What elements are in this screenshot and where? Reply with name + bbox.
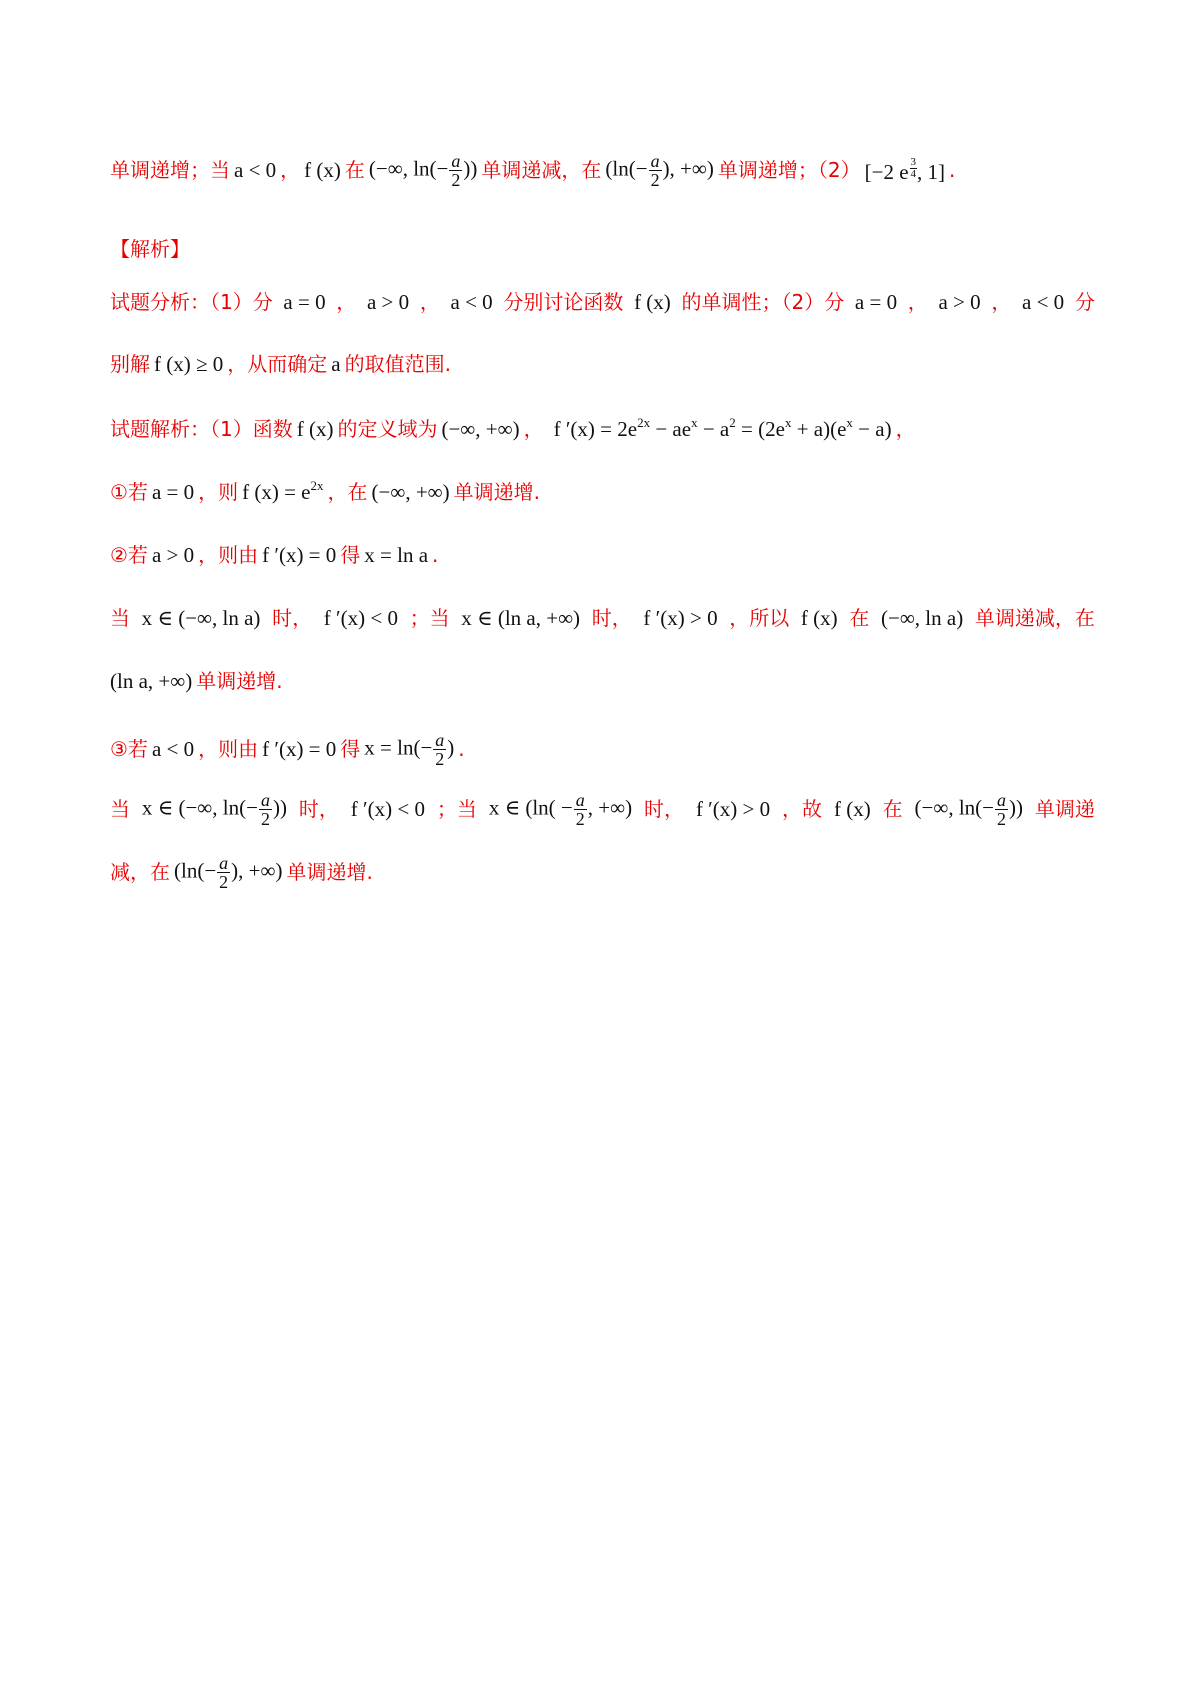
math-inline [170,854,286,891]
text-segment: 单调递增. [453,480,540,504]
fraction-numerator: a [260,789,270,810]
math-inline: (−∞, +∞) [371,480,450,504]
text-segment: 时， [591,606,632,630]
math-inline: f ′(x) < 0 [323,606,398,630]
math-derivative [544,417,896,441]
math-inline: a < 0 [234,158,277,182]
section-heading [110,237,1095,261]
math-fraction [995,791,1008,828]
math-interval [601,152,717,189]
text-segment: 试题分析：（1）分 [110,290,273,314]
text-segment: ，则 [198,480,239,504]
math-part: [−2 e [864,159,909,184]
math-inline: f (x) [634,290,671,314]
math-part: f ′(x) = 2e [553,417,638,441]
analysis-line-2 [110,352,1095,376]
math-fraction [259,791,272,828]
fraction-numerator: a [435,729,445,750]
math-inline: (−∞, +∞) [441,417,520,441]
math-inline: a [331,352,341,376]
math-inline [911,791,1027,828]
text-segment: . [949,158,956,182]
math-inline: a < 0 [1022,290,1065,314]
math-exponent: 2x [637,415,651,430]
math-fraction [433,731,446,768]
fraction-denominator: 2 [260,808,270,829]
text-segment: . [432,543,439,567]
math-inline: a > 0 [366,290,410,314]
solution-line-7 [110,787,1095,831]
math-inline: f ′(x) = 0 [262,543,337,567]
math-part: (ln(− [174,857,217,882]
math-inline [138,791,291,828]
text-segment: 分别讨论函数 [503,290,624,314]
math-inline: a = 0 [151,480,195,504]
text-segment: 在 [344,158,365,182]
math-fraction [574,791,587,828]
text-segment: 当 [110,797,130,821]
math-fraction [449,152,462,189]
text-segment: ；当 [409,606,450,630]
text-segment: 在 [882,797,903,821]
math-part: ) [447,734,455,759]
math-exponent: 2x [310,478,324,493]
math-part: (−∞, ln(− [914,794,995,819]
math-part: )) [272,794,287,819]
heading-text: 【解析】 [110,237,190,261]
text-segment: 单调递增. [286,860,373,884]
fraction-numerator: a [451,150,461,171]
text-segment: 单调递增；（2） [717,158,861,182]
fraction-numerator: 3 [910,155,917,168]
text-segment: ；当 [436,797,477,821]
fraction-denominator: 2 [451,169,461,190]
text-segment: ，则由 [198,543,259,567]
math-fraction [217,854,230,891]
text-segment: 时， [272,606,313,630]
fraction-numerator: a [997,789,1007,810]
math-inline [485,791,636,828]
text-segment: ②若 [110,543,148,567]
text-segment: ，故 [782,797,823,821]
math-inline: f ′(x) > 0 [695,797,771,821]
text-segment: 的取值范围. [344,352,451,376]
text-segment: ， [336,290,357,314]
math-fraction [649,152,662,189]
math-part: − a [697,417,730,441]
math-inline: a = 0 [283,290,326,314]
math-inline: a > 0 [938,290,981,314]
text-segment: 的定义域为 [337,417,438,441]
text-segment: 单调递增；当 [110,158,230,182]
solution-line-2 [110,480,1095,504]
text-segment: 在 [849,606,870,630]
exponent-fraction [910,157,918,180]
math-inline [238,480,327,504]
math-part: , +∞) [587,794,633,819]
math-inline: x ∈ (ln a, +∞) [461,606,581,630]
text-segment: . [458,737,465,761]
math-interval [365,152,481,189]
solution-line-1 [110,417,1095,441]
fraction-numerator: a [650,150,660,171]
math-inline: a > 0 [151,543,195,567]
solution-line-3 [110,543,1095,567]
math-part: − ae [650,417,692,441]
math-part: ), +∞) [662,155,714,180]
math-inline: a < 0 [450,290,493,314]
math-part: )) [463,155,478,180]
math-inline: f (x) [296,417,334,441]
math-part: x ∈ (ln( − [488,794,573,819]
math-exponent: x [846,415,853,430]
math-inline: f ′(x) < 0 [350,797,425,821]
math-inline: f (x) ≥ 0 [154,352,224,376]
text-segment: ， [419,290,440,314]
text-segment: 单调递 [1034,797,1095,821]
text-segment: 当 [110,606,130,630]
text-segment: ，则由 [198,737,259,761]
math-answer-range [861,157,949,184]
text-segment: 单调递减，在 [974,606,1095,630]
fraction-denominator: 2 [650,169,660,190]
math-part: − a) [852,417,892,441]
math-inline: x = ln a [364,543,429,567]
math-inline: f ′(x) > 0 [643,606,718,630]
text-segment: ③若 [110,737,148,761]
math-part: + a)(e [791,417,847,441]
text-segment: ， [895,417,916,441]
fraction-numerator: a [219,852,229,873]
math-inline: f (x) [833,797,871,821]
solution-line-8 [110,850,1095,894]
analysis-line-1 [110,290,1095,314]
fraction-denominator: 2 [575,808,585,829]
fraction-denominator: 2 [435,748,445,769]
fraction-numerator: a [575,789,585,810]
text-segment: ①若 [110,480,148,504]
text-segment: 得 [340,737,361,761]
math-inline: f (x) [304,158,341,182]
math-inline: f ′(x) = 0 [262,737,337,761]
math-inline [360,731,458,768]
text-segment: 分 [1074,290,1095,314]
math-part: (−∞, ln(− [368,155,449,180]
text-segment: 的单调性；（2）分 [681,290,845,314]
solution-line-6 [110,727,1095,771]
solution-line-5 [110,669,1095,693]
math-part: = (2e [735,417,785,441]
text-segment: 得 [340,543,361,567]
math-inline: (ln a, +∞) [110,669,193,693]
text-segment: ， [280,158,301,182]
text-segment: 时， [644,797,685,821]
math-part: x ∈ (−∞, ln(− [141,794,258,819]
math-part: , 1] [917,159,946,184]
math-part: )) [1009,794,1024,819]
text-segment: ， [991,290,1012,314]
math-part: f (x) = e [242,480,311,504]
text-segment: ， [523,417,544,441]
text-segment: 减，在 [110,860,170,884]
math-exponent: 2 [729,415,736,430]
math-part: (ln(− [605,155,648,180]
math-inline: x ∈ (−∞, ln a) [141,606,261,630]
solution-line-4 [110,606,1095,630]
text-segment: ，所以 [729,606,790,630]
math-part: ), +∞) [231,857,283,882]
answer-line [110,150,955,190]
text-segment: ，从而确定 [227,352,328,376]
math-exponent: x [784,415,792,430]
text-segment: ， [907,290,928,314]
fraction-denominator: 4 [910,167,917,180]
text-segment: 单调递减，在 [481,158,602,182]
text-segment: ，在 [327,480,368,504]
fraction-denominator: 2 [219,871,229,892]
math-inline: f (x) [800,606,838,630]
text-segment: 单调递增. [196,669,283,693]
math-exponent: x [691,415,698,430]
math-inline: a < 0 [151,737,195,761]
fraction-denominator: 2 [997,808,1007,829]
math-part: x = ln(− [364,734,433,759]
text-segment: 别解 [110,352,150,376]
math-inline: a = 0 [854,290,898,314]
math-inline: (−∞, ln a) [881,606,964,630]
text-segment: 时， [298,797,339,821]
text-segment: 试题解析：（1）函数 [110,417,293,441]
